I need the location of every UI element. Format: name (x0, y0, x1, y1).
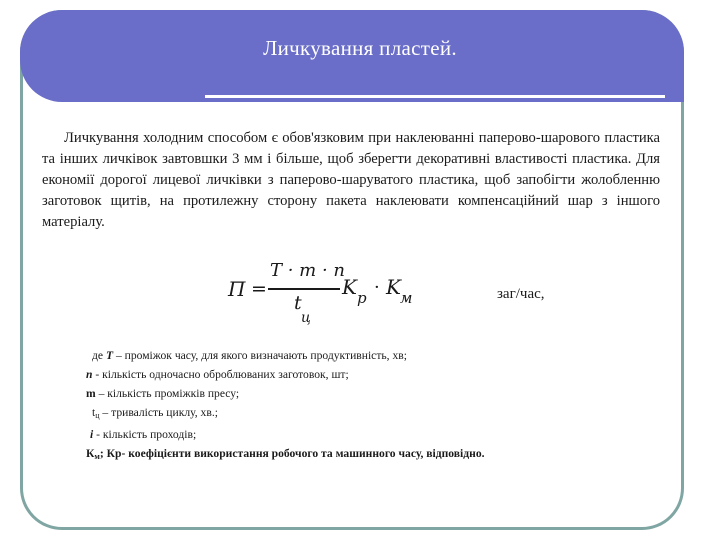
title-underline (205, 95, 665, 98)
formula-numerator: T · m · n (270, 260, 345, 281)
productivity-formula (228, 258, 448, 330)
definition-symbol-subscript: ц (95, 411, 100, 420)
definition-text: – тривалість циклу, хв.; (99, 406, 218, 419)
formula-lhs: П (228, 277, 246, 301)
definition-item (86, 425, 606, 444)
definitions-list (86, 346, 606, 466)
definition-item (86, 444, 606, 466)
definition-item (86, 365, 606, 384)
slide-title: Личкування пластей. (263, 36, 457, 60)
definition-text: - кількість проходів; (93, 428, 197, 441)
definition-symbol-subscript: м (94, 452, 100, 461)
definition-text: – проміжок часу, для якого визначають продуктивність, хв; (113, 349, 407, 362)
formula-equals: = (251, 278, 267, 300)
definition-item (86, 403, 606, 425)
formula-k1-subscript: p (357, 289, 367, 307)
definition-text: – кількість проміжків пресу; (95, 387, 240, 400)
definition-symbol: n (86, 368, 93, 381)
formula-dot: · (374, 277, 380, 298)
formula-denominator: t (294, 292, 302, 314)
definition-symbol: m (86, 387, 96, 400)
definition-text: ; Кр- коефіцієнти використання робочого та машинного часу, відповідно. (99, 447, 485, 460)
formula-k2: K (386, 275, 401, 299)
formula-k2-subscript: м (400, 289, 413, 307)
formula-k1: K (342, 275, 357, 299)
definition-item: де T – проміжок часу, для якого визначають продуктивність, хв; (92, 349, 407, 362)
body-paragraph: Личкування холодним способом є обов'язковим при наклеюванні паперово-шарового пластика та інших личківок завтовшки 3 мм і більше, щоб зберегти декоративні властивості пластика. Для економії дорогої лицевої личківки з паперово-шаруватого пластика, щоб запобігти жолобленню заготовок щитів, на протилежну сторону пакета наклеювати компенсаційний шар з іншого матеріалу. (42, 130, 660, 230)
definition-symbol: К (86, 447, 95, 460)
definition-symbol: t (92, 406, 96, 419)
formula-denominator-subscript: ц (301, 310, 311, 326)
formula-unit: заг/час, (497, 286, 545, 302)
definition-symbol: i (90, 428, 94, 441)
fraction-bar (268, 288, 340, 290)
definition-symbol: T (105, 349, 114, 362)
definition-item (86, 384, 606, 403)
definition-text: - кількість одночасно оброблюваних заготовок, шт; (92, 368, 349, 381)
